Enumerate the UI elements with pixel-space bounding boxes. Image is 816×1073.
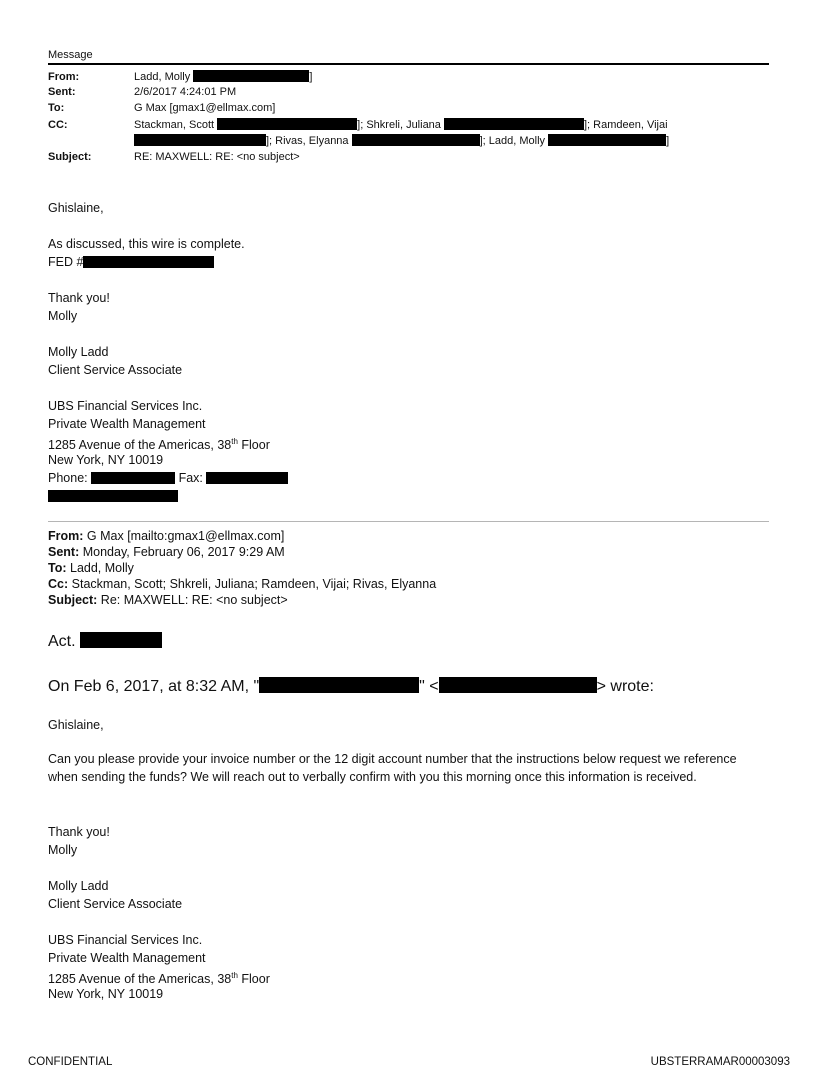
from-label: From: — [48, 71, 80, 83]
message-label: Message — [48, 49, 93, 61]
to-value: G Max [gmax1@ellmax.com] — [134, 102, 276, 114]
bates-number: UBSTERRAMAR00003093 — [650, 1056, 790, 1068]
from-value: Ladd, Molly — [134, 71, 191, 83]
to-label: To: — [48, 102, 65, 114]
redaction — [444, 118, 584, 130]
fwd-cc-row: Cc: Stackman, Scott; Shkreli, Juliana; Ramdeen, Vijai; Rivas, Elyanna — [48, 577, 437, 591]
fwd-to-row: To: Ladd, Molly — [48, 561, 134, 575]
fax-label: Fax: — [178, 471, 203, 485]
redaction — [259, 677, 419, 693]
cc-2: Shkreli, Juliana — [366, 119, 441, 131]
act-line: Act. — [48, 632, 162, 651]
reply-sign: Molly — [48, 309, 78, 323]
redaction — [206, 472, 288, 484]
redaction — [193, 70, 309, 82]
confidential-label: CONFIDENTIAL — [28, 1056, 113, 1068]
fed-line — [48, 253, 214, 271]
orig-sign: Molly — [48, 843, 78, 857]
fwd-sent-row: Sent: Monday, February 06, 2017 9:29 AM — [48, 545, 285, 559]
phone-fax-line — [48, 469, 288, 487]
sent-label: Sent: — [48, 86, 76, 98]
from-row: From: Ladd, Molly ] — [48, 71, 313, 83]
redaction — [217, 118, 357, 130]
orig-greeting: Ghislaine, — [48, 718, 104, 732]
cc-1: Stackman, Scott — [134, 119, 215, 131]
orig-signature-division: Private Wealth Management — [48, 951, 206, 965]
reply-greeting: Ghislaine, — [48, 201, 104, 215]
separator — [48, 521, 769, 522]
cc-5: Ladd, Molly — [488, 135, 546, 147]
redacted-line — [48, 487, 178, 505]
redaction — [80, 632, 162, 648]
redaction — [352, 134, 480, 146]
redaction — [83, 256, 214, 268]
signature-division: Private Wealth Management — [48, 417, 206, 431]
signature-name: Molly Ladd — [48, 345, 109, 359]
signature-address: 1285 Avenue of the Americas, 38th Floor — [48, 437, 270, 452]
orig-request: Can you please provide your invoice number or the 12 digit account number that the instructions below request we reference when sending the funds? We will reach out to verbally confirm with you this morning once this information is received. — [48, 752, 737, 784]
sent-value: 2/6/2017 4:24:01 PM — [134, 86, 237, 98]
subject-row — [48, 151, 300, 164]
signature-title: Client Service Associate — [48, 363, 183, 377]
cc-4: Rivas, Elyanna — [275, 135, 349, 147]
orig-signature-city: New York, NY 10019 — [48, 987, 164, 1001]
to-row — [48, 102, 275, 115]
fwd-from-row: From: G Max [mailto:gmax1@ellmax.com] — [48, 529, 285, 543]
redaction — [134, 134, 266, 146]
orig-signature-address: 1285 Avenue of the Americas, 38th Floor — [48, 971, 270, 986]
cc-row-2: ]; Rivas, Elyanna ]; Ladd, Molly ] — [48, 134, 669, 148]
reply-line1: As discussed, this wire is complete. — [48, 237, 245, 251]
phone-label: Phone: — [48, 471, 88, 485]
reply-thanks: Thank you! — [48, 291, 110, 305]
orig-signature-name: Molly Ladd — [48, 879, 109, 893]
sent-row — [48, 86, 236, 99]
orig-signature-company: UBS Financial Services Inc. — [48, 933, 203, 947]
subject-value: RE: MAXWELL: RE: <no subject> — [134, 151, 300, 163]
signature-city: New York, NY 10019 — [48, 453, 164, 467]
orig-signature-title: Client Service Associate — [48, 897, 183, 911]
cc-row: CC: Stackman, Scott ]; Shkreli, Juliana ]; Ramdeen, Vijai — [48, 119, 668, 131]
redaction — [91, 472, 175, 484]
orig-thanks: Thank you! — [48, 825, 110, 839]
redaction — [439, 677, 597, 693]
signature-company: UBS Financial Services Inc. — [48, 399, 203, 413]
cc-3: Ramdeen, Vijai — [593, 119, 668, 131]
redaction — [548, 134, 666, 146]
fwd-subject-row: Subject: Re: MAXWELL: RE: <no subject> — [48, 593, 288, 607]
quote-intro: On Feb 6, 2017, at 8:32 AM, " " < > wrote: — [48, 678, 654, 695]
subject-label: Subject: — [48, 151, 92, 163]
header-rule — [48, 63, 769, 65]
cc-label: CC: — [48, 119, 68, 131]
redaction — [48, 490, 178, 502]
fed-label: FED # — [48, 255, 84, 269]
